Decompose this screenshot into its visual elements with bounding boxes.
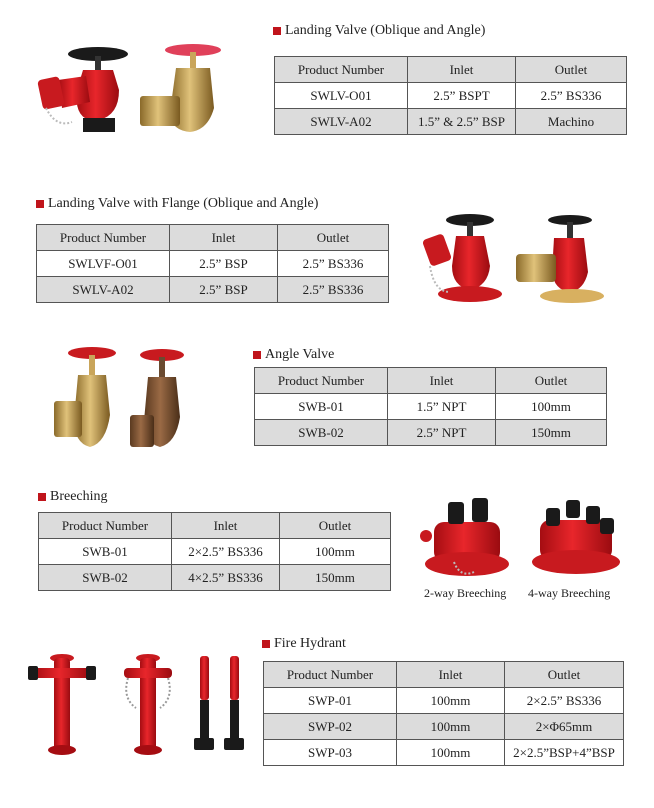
section-title-text: Landing Valve with Flange (Oblique and Angle) [48,196,319,211]
table-cell: SWB-02 [39,565,172,591]
column-header: Outlet [505,662,624,688]
table-cell: 1.5” & 2.5” BSP [408,109,516,135]
table-cell: SWP-02 [264,714,397,740]
table-cell: SWLV-A02 [275,109,408,135]
table-cell: 100mm [397,740,505,766]
landing-valve-flange-photo [412,210,612,310]
table-row [275,109,627,135]
table-cell: 2.5” BSP [170,277,278,303]
column-header: Inlet [170,225,278,251]
angle-valve-photo [50,345,200,455]
table-cell: 100mm [397,688,505,714]
table-cell: 2×Φ65mm [505,714,624,740]
table-cell: SWLV-O01 [275,83,408,109]
landing-valve-photo [28,40,228,140]
table-cell: 100mm [496,394,607,420]
table-cell: 2×2.5” BS336 [505,688,624,714]
column-header: Outlet [516,57,627,83]
table-cell: 2.5” BSP [170,251,278,277]
angle-valve-table [254,367,607,446]
table-cell: 100mm [280,539,391,565]
breeching-caption-4way: 4-way Breeching [528,586,611,600]
table-row [264,688,624,714]
table-cell: 2×2.5”BSP+4”BSP [505,740,624,766]
bullet-icon [36,200,44,208]
table-cell: 150mm [280,565,391,591]
table-cell: SWP-01 [264,688,397,714]
column-header: Outlet [278,225,389,251]
column-header: Product Number [37,225,170,251]
table-cell: 2.5” NPT [388,420,496,446]
breeching-photo [414,492,624,584]
table-cell: 1.5” NPT [388,394,496,420]
landing-valve-flange-title [36,196,318,212]
table-row [255,420,607,446]
table-cell: SWLVF-O01 [37,251,170,277]
column-header: Product Number [255,368,388,394]
section-title-text: Breeching [50,489,108,504]
table-row [255,394,607,420]
breeching-caption-2way: 2-way Breeching [424,586,507,600]
section-title-text: Landing Valve (Oblique and Angle) [285,23,486,38]
table-cell: Machino [516,109,627,135]
table-cell: SWB-01 [39,539,172,565]
column-header: Outlet [280,513,391,539]
table-cell: 4×2.5” BS336 [172,565,280,591]
table-cell: SWB-02 [255,420,388,446]
column-header: Product Number [264,662,397,688]
fire-hydrant-table [263,661,624,766]
fire-hydrant-title [262,636,346,652]
bullet-icon [262,640,270,648]
table-cell: 2×2.5” BS336 [172,539,280,565]
table-row [264,740,624,766]
column-header: Inlet [388,368,496,394]
column-header: Product Number [275,57,408,83]
table-row [37,251,389,277]
column-header: Inlet [408,57,516,83]
landing-valve-table [274,56,627,135]
table-row [37,277,389,303]
table-cell: SWLV-A02 [37,277,170,303]
table-cell: SWB-01 [255,394,388,420]
column-header: Outlet [496,368,607,394]
table-cell: 2.5” BSPT [408,83,516,109]
column-header: Inlet [172,513,280,539]
table-row [264,714,624,740]
landing-valve-title [273,23,485,39]
section-title-text: Fire Hydrant [274,636,346,651]
breeching-table [38,512,391,591]
column-header: Product Number [39,513,172,539]
table-cell: 150mm [496,420,607,446]
table-cell: 2.5” BS336 [516,83,627,109]
table-row [39,565,391,591]
landing-valve-flange-table [36,224,389,303]
table-cell: 100mm [397,714,505,740]
column-header: Inlet [397,662,505,688]
bullet-icon [273,27,281,35]
bullet-icon [38,493,46,501]
bullet-icon [253,351,261,359]
table-row [39,539,391,565]
fire-hydrant-photo [28,650,253,760]
breeching-title [38,489,108,505]
table-row [275,83,627,109]
angle-valve-title [253,347,334,363]
section-title-text: Angle Valve [265,347,335,362]
table-cell: 2.5” BS336 [278,251,389,277]
table-cell: 2.5” BS336 [278,277,389,303]
table-cell: SWP-03 [264,740,397,766]
